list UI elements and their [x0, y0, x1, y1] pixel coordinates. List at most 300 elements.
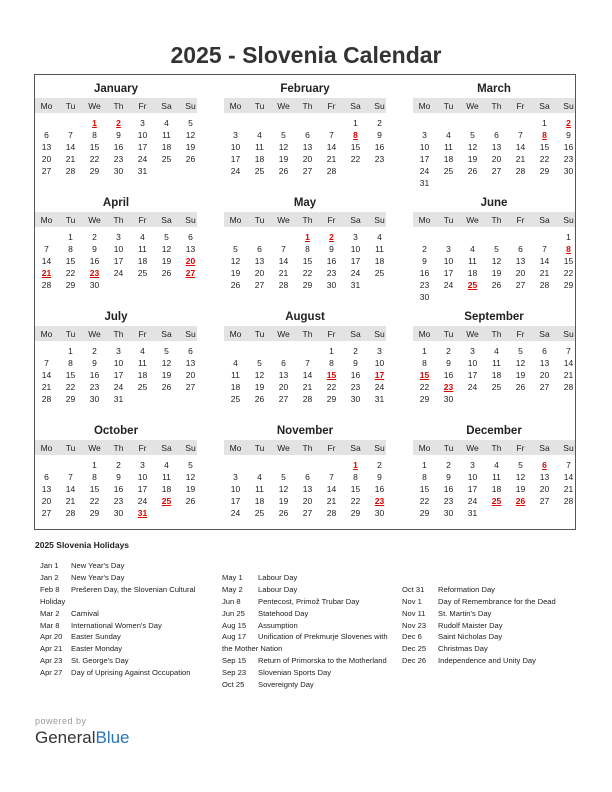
month-august	[224, 303, 386, 416]
month-name: December	[466, 425, 522, 437]
weekday-label: Fr	[327, 215, 336, 225]
day-cell: 29	[350, 508, 361, 518]
day-cell: 2	[92, 346, 97, 356]
weekday-label: We	[88, 443, 101, 453]
day-cell: 30	[374, 508, 385, 518]
holiday-row	[222, 667, 397, 679]
day-cell: 7	[305, 358, 310, 368]
day-cell: 16	[326, 256, 337, 266]
weekday-label: Th	[113, 329, 124, 339]
day-cell: 7	[542, 244, 547, 254]
day-cell: 2	[377, 460, 382, 470]
holiday-day-cell: 21	[41, 268, 52, 278]
holiday-row	[222, 679, 397, 691]
day-cell: 29	[419, 508, 430, 518]
holiday-row	[40, 667, 215, 679]
holidays-heading: 2025 Slovenia Holidays	[35, 540, 130, 550]
holiday-name: International Women's Day	[71, 620, 162, 630]
month-april	[35, 189, 197, 302]
day-cell: 7	[329, 472, 334, 482]
holiday-name: Labour Day	[258, 584, 298, 594]
day-cell: 21	[563, 370, 574, 380]
brand-part-1: General	[35, 728, 96, 747]
weekday-label: Sa	[161, 101, 172, 111]
day-cell: 28	[65, 166, 76, 176]
weekday-label: We	[466, 101, 479, 111]
day-cell: 9	[446, 358, 451, 368]
day-cell: 22	[302, 268, 313, 278]
day-cell: 24	[350, 268, 361, 278]
weekday-label: Th	[491, 215, 502, 225]
day-cell: 21	[278, 268, 289, 278]
day-cell: 13	[254, 256, 265, 266]
weekday-label: Mo	[40, 443, 53, 453]
day-cell: 14	[326, 142, 337, 152]
holiday-row	[402, 584, 577, 596]
holiday-day-cell: 2	[116, 118, 121, 128]
day-cell: 28	[563, 496, 574, 506]
month-january	[35, 75, 197, 188]
day-cell: 9	[566, 130, 571, 140]
day-cell: 28	[302, 394, 313, 404]
weekday-header	[224, 212, 386, 227]
day-cell: 2	[353, 346, 358, 356]
holiday-day-cell: 15	[326, 370, 337, 380]
holiday-row	[40, 584, 215, 596]
weekday-label: Th	[113, 101, 124, 111]
holiday-date: Jun 25	[222, 608, 245, 618]
day-cell: 20	[41, 154, 52, 164]
day-cell: 19	[161, 256, 172, 266]
weekday-label: We	[88, 101, 101, 111]
holiday-name: Day of Remembrance for the Dead	[438, 596, 556, 606]
holiday-row	[402, 572, 577, 584]
day-cell: 10	[230, 484, 241, 494]
weekday-label: Tu	[443, 215, 454, 225]
day-cell: 24	[113, 382, 124, 392]
holiday-date: Apr 27	[40, 668, 63, 678]
day-cell: 24	[137, 496, 148, 506]
day-cell: 29	[419, 394, 430, 404]
day-cell: 23	[113, 154, 124, 164]
day-cell: 5	[281, 130, 286, 140]
weekday-label: Th	[491, 329, 502, 339]
holiday-day-cell: 17	[374, 370, 385, 380]
weekday-header	[224, 98, 386, 113]
day-cell: 23	[113, 496, 124, 506]
day-cell: 31	[137, 166, 148, 176]
day-cell: 26	[161, 382, 172, 392]
weekday-label: Fr	[516, 101, 525, 111]
weekday-label: Th	[302, 443, 313, 453]
day-cell: 26	[254, 394, 265, 404]
day-cell: 23	[326, 268, 337, 278]
day-cell: 25	[254, 508, 265, 518]
holiday-name: Reformation Day	[438, 584, 495, 594]
day-cell: 24	[230, 508, 241, 518]
day-cell: 18	[137, 256, 148, 266]
day-cell: 1	[422, 460, 427, 470]
holiday-day-cell: 15	[419, 370, 430, 380]
day-cell: 21	[326, 154, 337, 164]
holiday-name: Assumption	[258, 620, 298, 630]
weekday-label: Fr	[516, 329, 525, 339]
weekday-label: Sa	[539, 443, 550, 453]
day-cell: 5	[470, 130, 475, 140]
day-cell: 17	[113, 370, 124, 380]
holiday-row	[222, 584, 397, 596]
day-cell: 28	[515, 166, 526, 176]
day-cell: 25	[443, 166, 454, 176]
weekday-label: Fr	[516, 215, 525, 225]
holiday-row	[402, 643, 577, 655]
weekday-label: We	[277, 329, 290, 339]
holiday-row	[40, 560, 215, 572]
holiday-name: the Mother Nation	[222, 644, 283, 654]
holiday-row	[40, 620, 215, 632]
holiday-row	[402, 620, 577, 632]
day-cell: 22	[539, 154, 550, 164]
day-cell: 1	[329, 346, 334, 356]
holiday-row	[222, 643, 397, 655]
weekday-label: Su	[185, 215, 196, 225]
weekday-label: Tu	[65, 101, 76, 111]
day-cell: 22	[350, 154, 361, 164]
day-cell: 11	[375, 244, 384, 254]
weekday-header	[413, 212, 575, 227]
day-cell: 25	[491, 382, 502, 392]
day-cell: 16	[443, 370, 454, 380]
month-name: November	[276, 425, 334, 437]
day-cell: 9	[116, 472, 121, 482]
day-cell: 3	[116, 232, 121, 242]
day-cell: 29	[65, 280, 76, 290]
day-cell: 20	[302, 154, 313, 164]
day-cell: 2	[92, 232, 97, 242]
day-cell: 28	[326, 508, 337, 518]
day-cell: 6	[188, 232, 193, 242]
day-cell: 29	[89, 508, 100, 518]
holiday-row	[40, 631, 215, 643]
month-may	[224, 189, 386, 302]
day-cell: 10	[467, 472, 478, 482]
day-cell: 24	[137, 154, 148, 164]
weekday-header	[35, 98, 197, 113]
day-cell: 7	[44, 244, 49, 254]
day-cell: 30	[563, 166, 574, 176]
holiday-row	[402, 560, 577, 572]
month-name: September	[464, 311, 524, 323]
day-cell: 3	[116, 346, 121, 356]
day-cell: 23	[89, 382, 100, 392]
holiday-date: Mar 2	[40, 608, 60, 618]
day-cell: 4	[446, 130, 451, 140]
day-cell: 30	[350, 394, 361, 404]
day-cell: 31	[467, 508, 478, 518]
day-cell: 10	[419, 142, 430, 152]
weekday-label: Sa	[161, 215, 172, 225]
holiday-list-column-1	[40, 560, 215, 679]
day-cell: 7	[566, 460, 571, 470]
day-cell: 1	[68, 232, 73, 242]
weekday-header	[224, 440, 386, 455]
day-cell: 18	[137, 370, 148, 380]
day-cell: 22	[326, 382, 337, 392]
generalblue-logo[interactable]	[35, 716, 130, 748]
holiday-row	[222, 631, 397, 643]
day-cell: 7	[281, 244, 286, 254]
day-cell: 6	[257, 244, 262, 254]
day-cell: 15	[563, 256, 574, 266]
day-cell: 18	[467, 268, 478, 278]
day-cell: 13	[491, 142, 502, 152]
day-cell: 11	[138, 244, 147, 254]
weekday-header	[35, 212, 197, 227]
holiday-date: Dec 26	[402, 656, 427, 666]
holiday-name: Prešeren Day, the Slovenian Cultural	[71, 584, 196, 594]
day-cell: 27	[254, 280, 265, 290]
holiday-row	[402, 655, 577, 667]
holiday-date: Jan 2	[40, 572, 59, 582]
holiday-day-cell: 1	[305, 232, 310, 242]
weekday-label: Fr	[138, 215, 147, 225]
day-cell: 31	[419, 178, 430, 188]
day-cell: 20	[491, 154, 502, 164]
weekday-label: Th	[113, 215, 124, 225]
weekday-label: We	[277, 443, 290, 453]
day-cell: 26	[185, 154, 196, 164]
month-name: February	[280, 83, 330, 95]
weekday-label: Sa	[350, 329, 361, 339]
month-name: April	[102, 197, 130, 209]
day-cell: 3	[233, 472, 238, 482]
day-cell: 19	[491, 268, 502, 278]
month-name: October	[93, 425, 139, 437]
day-cell: 30	[443, 394, 454, 404]
day-cell: 8	[353, 472, 358, 482]
day-cell: 13	[41, 484, 52, 494]
holiday-name: Independence and Unity Day	[438, 656, 536, 666]
day-cell: 16	[419, 268, 430, 278]
day-cell: 12	[161, 358, 172, 368]
day-cell: 7	[518, 130, 523, 140]
day-cell: 19	[185, 142, 196, 152]
day-cell: 6	[542, 346, 547, 356]
weekday-label: Fr	[138, 329, 147, 339]
holiday-row	[40, 643, 215, 655]
day-cell: 14	[41, 256, 52, 266]
day-cell: 13	[539, 358, 550, 368]
weekday-label: Mo	[229, 443, 242, 453]
day-cell: 28	[539, 280, 550, 290]
day-cell: 18	[374, 256, 385, 266]
day-cell: 4	[140, 232, 145, 242]
day-cell: 11	[255, 142, 264, 152]
day-cell: 8	[92, 130, 97, 140]
day-cell: 10	[443, 256, 454, 266]
day-cell: 19	[515, 484, 526, 494]
holiday-day-cell: 8	[353, 130, 358, 140]
day-cell: 9	[353, 358, 358, 368]
weekday-label: Su	[374, 101, 385, 111]
weekday-label: Sa	[161, 329, 172, 339]
day-cell: 15	[350, 484, 361, 494]
day-cell: 26	[161, 268, 172, 278]
weekday-label: Tu	[254, 215, 265, 225]
day-cell: 11	[492, 472, 501, 482]
weekday-label: Sa	[350, 215, 361, 225]
day-cell: 27	[302, 166, 313, 176]
day-cell: 19	[467, 154, 478, 164]
weekday-label: Mo	[418, 101, 431, 111]
day-cell: 26	[278, 508, 289, 518]
day-cell: 18	[230, 382, 241, 392]
day-cell: 18	[161, 142, 172, 152]
day-cell: 14	[563, 358, 574, 368]
holiday-day-cell: 25	[161, 496, 172, 506]
day-cell: 27	[185, 382, 196, 392]
holiday-name: St. Martin's Day	[438, 608, 492, 618]
day-cell: 20	[302, 496, 313, 506]
month-name: August	[285, 311, 325, 323]
holiday-date: Apr 21	[40, 644, 63, 654]
day-cell: 4	[257, 472, 262, 482]
day-cell: 29	[302, 280, 313, 290]
day-cell: 16	[89, 256, 100, 266]
day-cell: 30	[89, 394, 100, 404]
day-cell: 16	[443, 484, 454, 494]
weekday-label: Tu	[254, 443, 265, 453]
day-cell: 4	[257, 130, 262, 140]
holiday-name: Easter Sunday	[71, 632, 121, 642]
weekday-label: Su	[374, 215, 385, 225]
day-cell: 12	[491, 256, 502, 266]
day-cell: 15	[65, 370, 76, 380]
day-cell: 3	[470, 346, 475, 356]
day-cell: 4	[164, 118, 169, 128]
day-cell: 5	[164, 346, 169, 356]
weekday-label: Sa	[350, 443, 361, 453]
holiday-date: Apr 23	[40, 656, 63, 666]
day-cell: 22	[89, 496, 100, 506]
holiday-name: Labour Day	[258, 572, 298, 582]
page-title: 2025 - Slovenia Calendar	[170, 42, 442, 68]
day-cell: 1	[566, 232, 571, 242]
holiday-day-cell: 20	[185, 256, 196, 266]
day-cell: 10	[230, 142, 241, 152]
month-name: May	[293, 197, 317, 209]
day-cell: 22	[65, 382, 76, 392]
day-cell: 27	[41, 166, 52, 176]
day-cell: 20	[515, 268, 526, 278]
day-cell: 23	[374, 154, 385, 164]
weekday-label: Th	[113, 443, 124, 453]
day-cell: 1	[353, 118, 358, 128]
month-october	[35, 417, 197, 530]
weekday-header	[224, 326, 386, 341]
day-cell: 2	[377, 118, 382, 128]
day-cell: 5	[518, 346, 523, 356]
day-cell: 21	[302, 382, 313, 392]
day-cell: 26	[230, 280, 241, 290]
day-cell: 31	[374, 394, 385, 404]
day-cell: 11	[255, 484, 264, 494]
day-cell: 9	[446, 472, 451, 482]
weekday-label: Th	[491, 443, 502, 453]
holiday-row	[40, 608, 215, 620]
holiday-day-cell: 8	[566, 244, 571, 254]
day-cell: 14	[515, 142, 526, 152]
weekday-label: We	[466, 215, 479, 225]
holiday-day-cell: 1	[92, 118, 97, 128]
holiday-date: Dec 6	[402, 632, 422, 642]
holiday-name: St. George's Day	[71, 656, 129, 666]
day-cell: 8	[329, 358, 334, 368]
holiday-row	[222, 608, 397, 620]
weekday-label: Tu	[254, 101, 265, 111]
day-cell: 11	[162, 130, 171, 140]
day-cell: 29	[326, 394, 337, 404]
day-cell: 11	[138, 358, 147, 368]
day-cell: 6	[518, 244, 523, 254]
day-cell: 15	[89, 142, 100, 152]
day-cell: 8	[305, 244, 310, 254]
holiday-name: New Year's Day	[71, 572, 125, 582]
month-september	[413, 303, 575, 416]
day-cell: 16	[350, 370, 361, 380]
holiday-day-cell: 2	[566, 118, 571, 128]
weekday-label: We	[88, 329, 101, 339]
weekday-label: Mo	[229, 101, 242, 111]
holiday-name: Unification of Prekmurje Slovenes with	[258, 632, 388, 642]
weekday-label: Th	[302, 215, 313, 225]
day-cell: 6	[281, 358, 286, 368]
holiday-row	[222, 596, 397, 608]
day-cell: 17	[230, 496, 241, 506]
day-cell: 9	[92, 244, 97, 254]
weekday-label: Tu	[65, 215, 76, 225]
day-cell: 11	[468, 256, 477, 266]
weekday-label: Su	[185, 101, 196, 111]
day-cell: 17	[230, 154, 241, 164]
brand-name	[35, 728, 130, 748]
day-cell: 1	[68, 346, 73, 356]
day-cell: 15	[89, 484, 100, 494]
day-cell: 13	[278, 370, 289, 380]
day-cell: 23	[443, 496, 454, 506]
weekday-label: Mo	[40, 215, 53, 225]
holiday-day-cell: 31	[137, 508, 148, 518]
day-cell: 19	[254, 382, 265, 392]
day-cell: 13	[302, 484, 313, 494]
day-cell: 25	[161, 154, 172, 164]
day-cell: 30	[419, 292, 430, 302]
day-cell: 7	[68, 130, 73, 140]
weekday-label: Th	[302, 101, 313, 111]
day-cell: 6	[305, 130, 310, 140]
weekday-header	[413, 440, 575, 455]
day-cell: 27	[41, 508, 52, 518]
day-cell: 22	[563, 268, 574, 278]
day-cell: 15	[302, 256, 313, 266]
day-cell: 9	[116, 130, 121, 140]
day-cell: 4	[377, 232, 382, 242]
day-cell: 15	[419, 484, 430, 494]
holiday-row	[40, 655, 215, 667]
day-cell: 5	[494, 244, 499, 254]
month-name: June	[480, 197, 508, 209]
day-cell: 30	[113, 508, 124, 518]
